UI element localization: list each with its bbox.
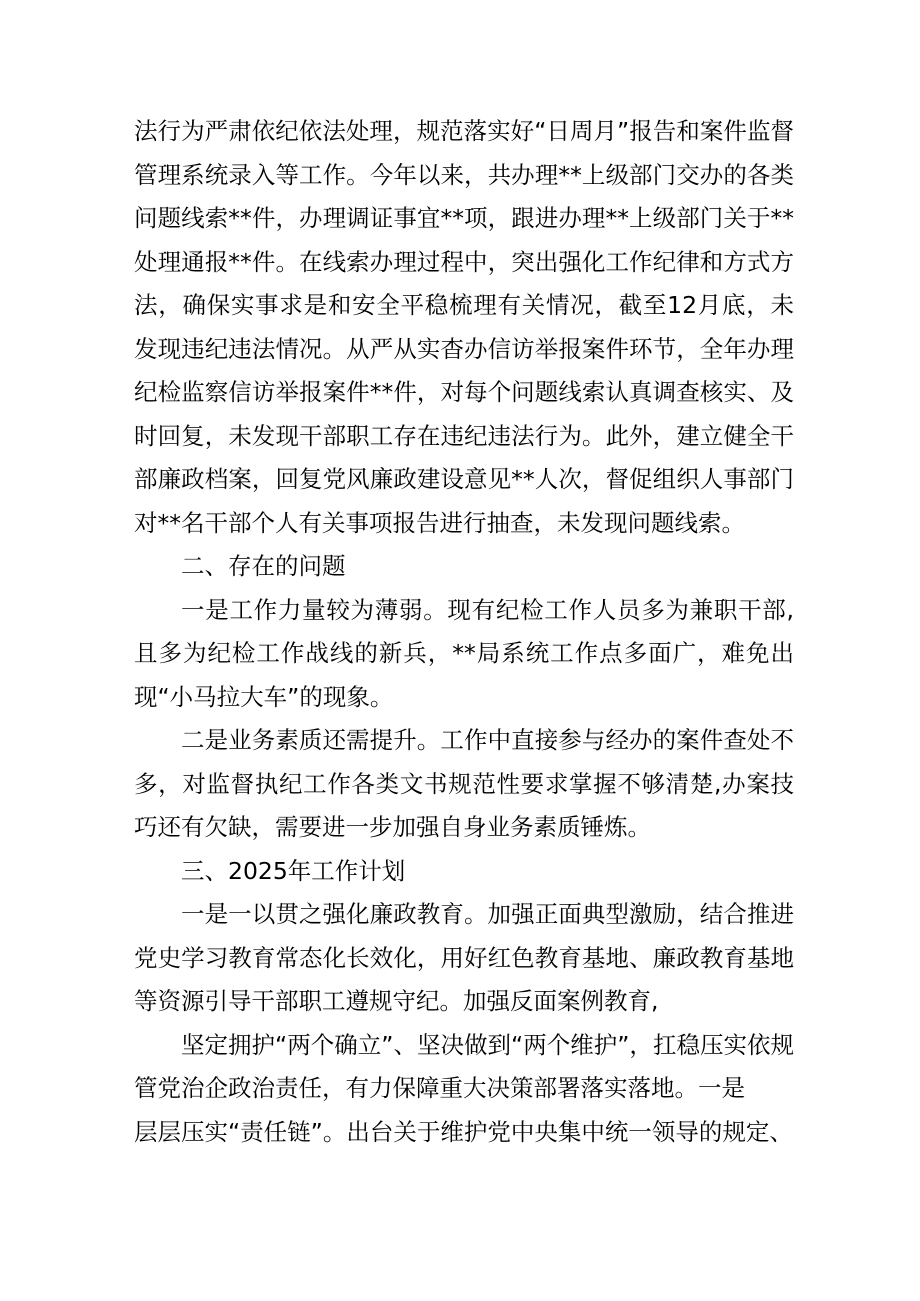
paragraph-case-handling: 法行为严肃依纪依法处理，规范落实好“日周月”报告和案件监督管理系统录入等工作。今年以来，共办理**上级部门交办的各类问题线索**件，办理调证事宜**项，跟进办理**上级部门关于**处理通报**件。在线索办理过程中，突出强化工作纪律和方式方法，确保实事求是和安全平稳梳理有关情况，截至12月底，未发现违纪违法情况。从严从实杳办信访举报案件环节，全年办理纪检监察信访举报案件**件，对每个问题线索认真调查核实、及时回复，未发现干部职工存在违纪违法行为。此外，建立健全干部廉政档案，回复党风廉政建设意见**人次，督促组织人事部门对**名干部个人有关事项报告进行抽查，未发现问题线索。 xyxy=(134,117,794,537)
paragraph-problem-staffing: 一是工作力量较为薄弱。现有纪检工作人员多为兼职干部,且多为纪检工作战线的新兵，**局系统工作点多面广，难免出现“小马拉大车”的现象。 xyxy=(134,595,794,711)
paragraph-plan-responsibility: 坚定拥护“两个确立”、坚决做到“两个维护”，扛稳压实依规管党治企政治责任，有力保障重大决策部署落实落地。一是 xyxy=(134,1030,794,1102)
paragraph-plan-responsibility-continued: 层层压实“责任链”。出台关于维护党中央集中统一领导的规定、 xyxy=(134,1117,793,1146)
heading-existing-problems: 二、存在的问题 xyxy=(181,552,346,580)
paragraph-plan-education: 一是一以贯之强化廉政教育。加强正面典型激励，结合推进党史学习教育常态化长效化，用好红色教育基地、廉政教育基地等资源引导干部职工遵规守纪。加强反面案例教育, xyxy=(134,900,794,1015)
heading-work-plan: 三、2025年工作计划 xyxy=(181,856,406,885)
paragraph-problem-skills: 二是业务素质还需提升。工作中直接参与经办的案件查处不多，对监督执纪工作各类文书规范性要求掌握不够清楚,办案技巧还有欠缺，需要进一步加强自身业务素质锤炼。 xyxy=(134,726,794,841)
document-body xyxy=(134,110,794,1154)
